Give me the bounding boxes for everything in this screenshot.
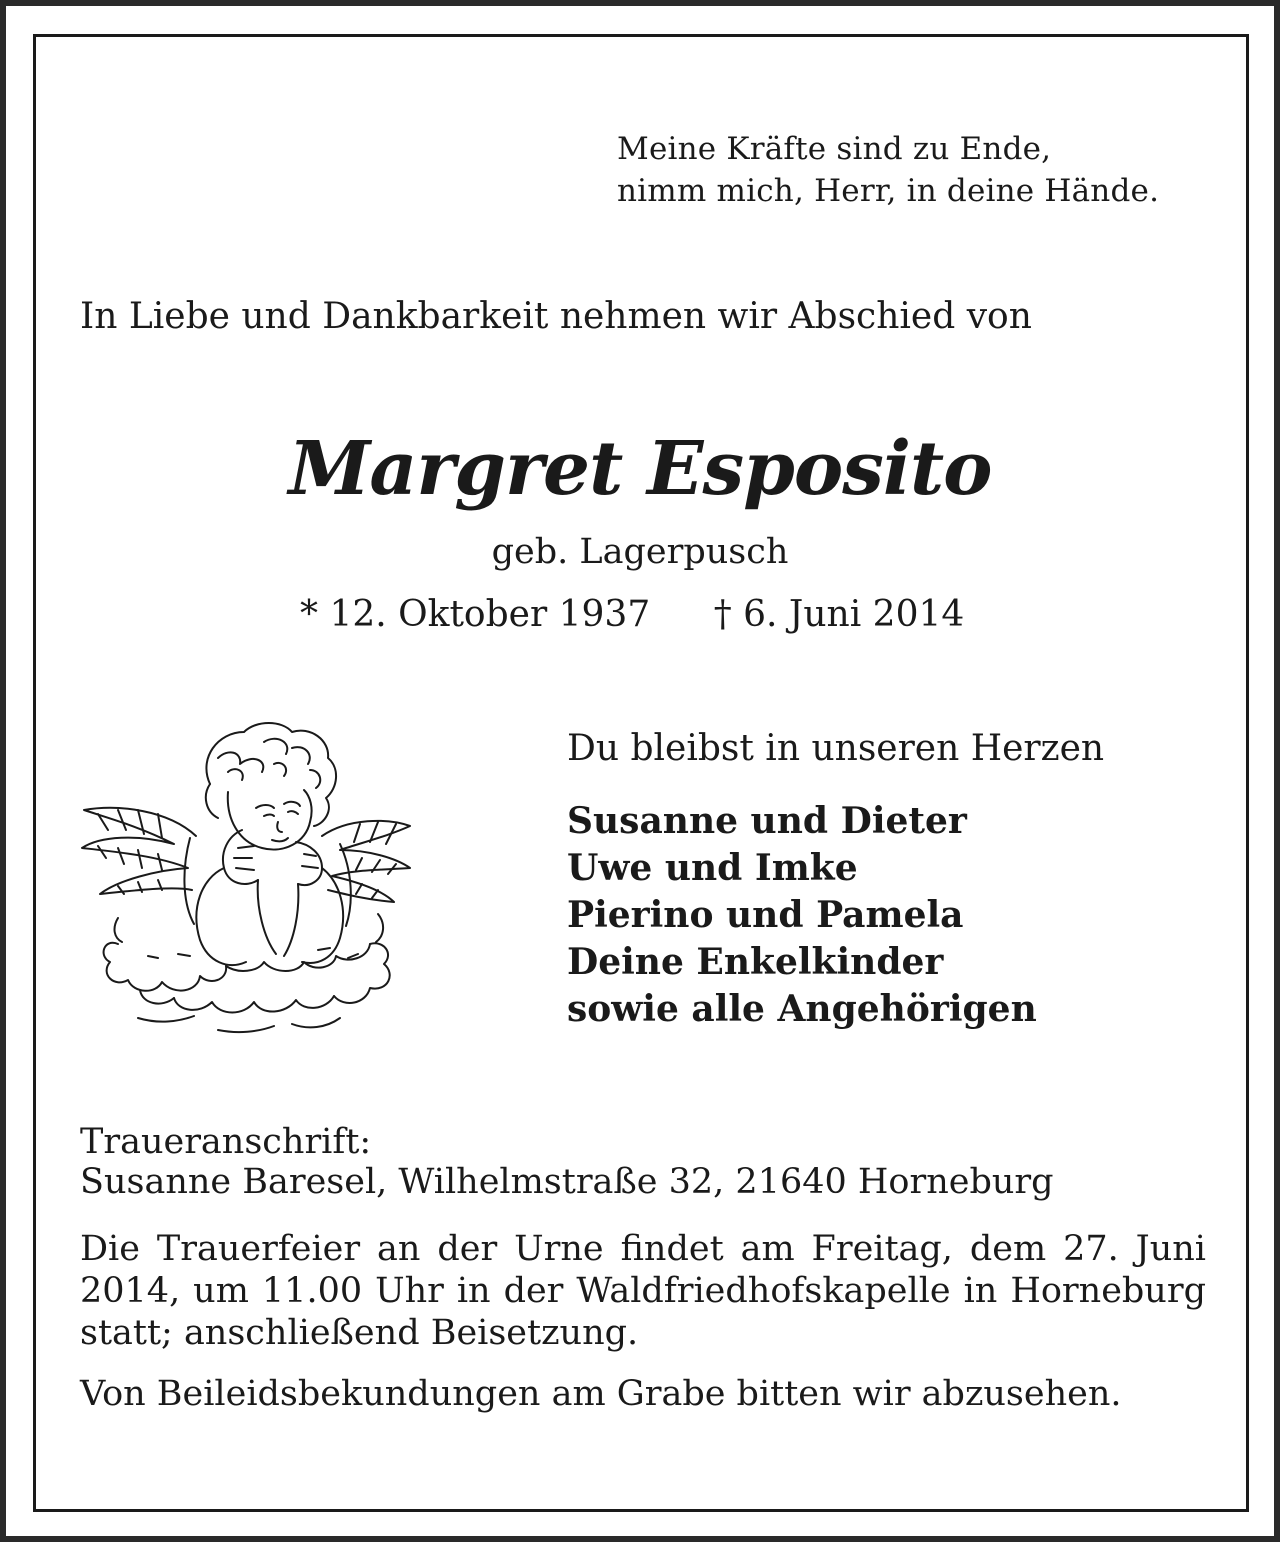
motto-verse	[617, 128, 1159, 212]
death-date: † 6. Juni 2014	[713, 594, 965, 635]
birth-date: * 12. Oktober 1937	[300, 594, 651, 635]
deceased-name: Margret Esposito	[288, 426, 992, 512]
mourner-line: Pierino und Pamela	[567, 894, 964, 936]
address-line: Susanne Baresel, Wilhelmstraße 32, 21640 Horneburg	[80, 1162, 1054, 1202]
maiden-name: geb. Lagerpusch	[491, 532, 789, 572]
mourner-line: sowie alle Angehörigen	[567, 988, 1037, 1030]
cherub-angel-icon	[78, 718, 414, 1044]
service-details: Die Trauerfeier an der Urne findet am Freitag, dem 27. Juni 2014, um 11.00 Uhr in der Waldfriedhofskapelle in Horneburg statt; anschließend Beisetzung.	[80, 1229, 1206, 1353]
motto-line-1: Meine Kräfte sind zu Ende,	[617, 131, 1052, 167]
condolence-note: Von Beileidsbekundungen am Grabe bitten wir abzusehen.	[80, 1374, 1122, 1414]
motto-line-2: nimm mich, Herr, in deine Hände.	[617, 173, 1160, 209]
intro-text: In Liebe und Dankbarkeit nehmen wir Abschied von	[80, 296, 1032, 337]
mourner-line: Uwe und Imke	[567, 847, 858, 889]
mourner-line: Susanne und Dieter	[567, 800, 967, 842]
address-label: Traueranschrift:	[80, 1122, 372, 1162]
mourners-list	[567, 798, 1037, 1033]
mourning-address	[80, 1122, 1054, 1202]
mourner-line: Deine Enkelkinder	[567, 941, 944, 983]
life-dates	[300, 594, 964, 635]
remembrance-line: Du bleibst in unseren Herzen	[567, 728, 1105, 769]
